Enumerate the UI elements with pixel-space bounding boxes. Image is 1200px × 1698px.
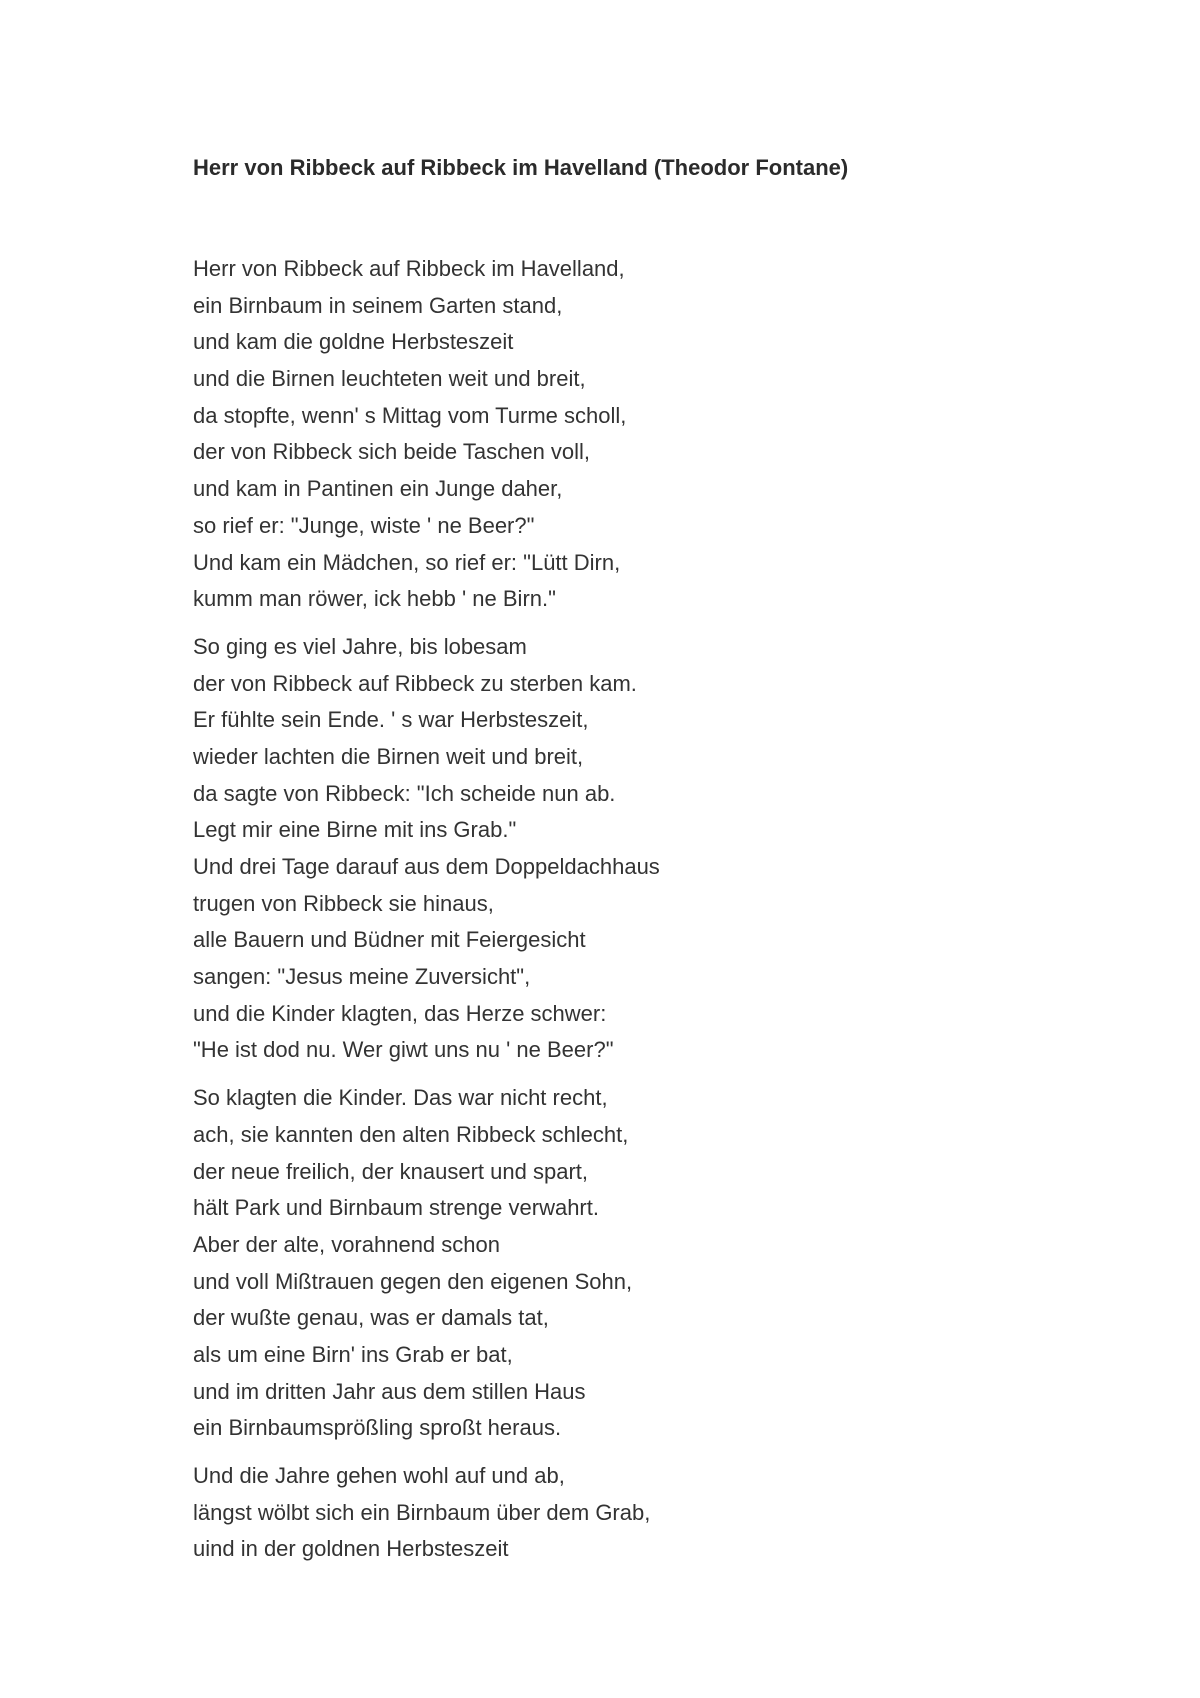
poem-line: Aber der alte, vorahnend schon	[193, 1231, 500, 1257]
poem-line: und kam die goldne Herbsteszeit	[193, 329, 514, 355]
poem-line: da stopfte, wenn' s Mittag vom Turme scholl,	[193, 402, 627, 428]
poem-line: Und drei Tage darauf aus dem Doppeldachhaus	[193, 854, 660, 879]
poem-line: und kam in Pantinen ein Junge daher,	[193, 476, 563, 502]
poem-line: ein Birnbaumsprößling sproßt heraus.	[193, 1415, 562, 1441]
poem-line: wieder lachten die Birnen weit und breit,	[193, 743, 584, 769]
poem-body	[193, 251, 993, 1579]
poem-line: uind in der goldnen Herbsteszeit	[193, 1536, 509, 1562]
poem-line: und die Birnen leuchteten weit und breit,	[193, 366, 586, 392]
poem-line: So klagten die Kinder. Das war nicht recht,	[193, 1085, 608, 1111]
poem-line: So ging es viel Jahre, bis lobesam	[193, 633, 527, 659]
poem-line: Und kam ein Mädchen, so rief er: "Lütt Dirn,	[193, 549, 621, 575]
stanza-2	[193, 629, 993, 1069]
stanza-1	[193, 251, 993, 618]
poem-line: "He ist dod nu. Wer giwt uns nu ' ne Beer?"	[193, 1037, 614, 1063]
poem-line: kumm man röwer, ick hebb ' ne Birn."	[193, 586, 556, 612]
stanza-4	[193, 1458, 993, 1568]
poem-line: und im dritten Jahr aus dem stillen Haus	[193, 1378, 586, 1404]
poem-line: Er fühlte sein Ende. ' s war Herbsteszeit,	[193, 707, 589, 733]
poem-line: Herr von Ribbeck auf Ribbeck im Havelland,	[193, 256, 625, 281]
poem-line: hält Park und Birnbaum strenge verwahrt.	[193, 1195, 599, 1221]
poem-line: trugen von Ribbeck sie hinaus,	[193, 890, 494, 916]
poem-line: und voll Mißtrauen gegen den eigenen Sohn,	[193, 1268, 633, 1294]
poem-line: alle Bauern und Büdner mit Feiergesicht	[193, 927, 586, 953]
poem-line: der wußte genau, was er damals tat,	[193, 1305, 549, 1331]
poem-line: der von Ribbeck auf Ribbeck zu sterben kam.	[193, 670, 637, 696]
poem-line: ach, sie kannten den alten Ribbeck schlecht,	[193, 1121, 629, 1147]
poem-line: als um eine Birn' ins Grab er bat,	[193, 1341, 513, 1367]
poem-line: sangen: "Jesus meine Zuversicht",	[193, 964, 531, 990]
poem-line: ein Birnbaum in seinem Garten stand,	[193, 292, 563, 318]
poem-line: Legt mir eine Birne mit ins Grab."	[193, 817, 517, 843]
poem-line: da sagte von Ribbeck: "Ich scheide nun ab.	[193, 780, 616, 806]
poem-line: längst wölbt sich ein Birnbaum über dem Grab,	[193, 1499, 651, 1525]
poem-line: und die Kinder klagten, das Herze schwer:	[193, 1000, 607, 1026]
poem-line: der neue freilich, der knausert und spart,	[193, 1158, 589, 1184]
stanza-3	[193, 1080, 993, 1447]
poem-title: Herr von Ribbeck auf Ribbeck im Havelland (Theodor Fontane)	[193, 155, 849, 180]
poem-line: so rief er: "Junge, wiste ' ne Beer?"	[193, 512, 535, 538]
poem-line: Und die Jahre gehen wohl auf und ab,	[193, 1463, 565, 1488]
poem-line: der von Ribbeck sich beide Taschen voll,	[193, 439, 591, 465]
